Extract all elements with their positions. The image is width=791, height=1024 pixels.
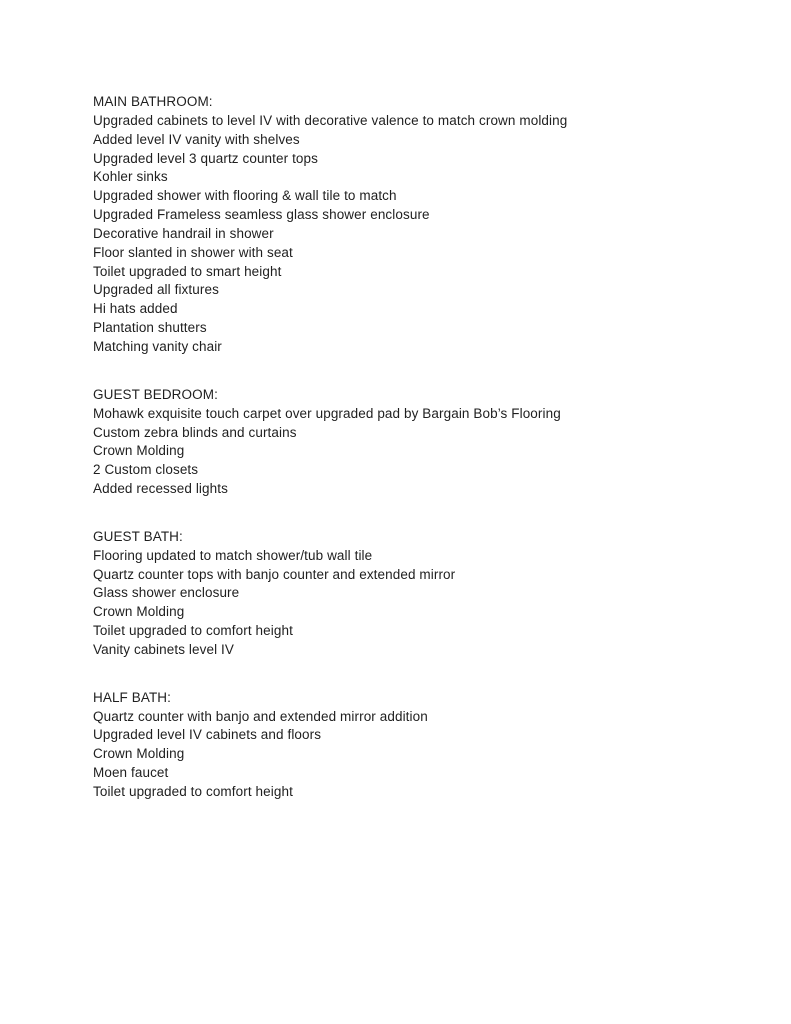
section-item: Upgraded level IV cabinets and floors <box>93 727 322 743</box>
section-item: Added level IV vanity with shelves <box>93 131 300 147</box>
section-item: Flooring updated to match shower/tub wall tile <box>93 547 373 563</box>
document-sections <box>93 93 696 802</box>
section-item: Toilet upgraded to comfort height <box>93 623 293 639</box>
document-section <box>93 386 696 499</box>
section-item: Quartz counter with banjo and extended mirror addition <box>93 708 428 724</box>
section-item: Glass shower enclosure <box>93 585 240 601</box>
section-heading: HALF BATH: <box>93 689 172 705</box>
document-section <box>93 689 696 802</box>
section-heading: GUEST BEDROOM: <box>93 386 218 402</box>
section-item: Matching vanity chair <box>93 338 222 354</box>
section-item: Toilet upgraded to comfort height <box>93 784 293 799</box>
section-item: Crown Molding <box>93 604 185 620</box>
document-section <box>93 528 696 660</box>
section-item: Quartz counter tops with banjo counter and extended mirror <box>93 566 456 582</box>
section-item: Upgraded Frameless seamless glass shower enclosure <box>93 207 430 223</box>
section-item: Upgraded cabinets to level IV with decorative valence to match crown molding <box>93 112 568 128</box>
document-section <box>93 93 696 357</box>
section-item: Upgraded all fixtures <box>93 282 219 298</box>
section-item: Crown Molding <box>93 443 185 459</box>
section-item: Hi hats added <box>93 301 178 317</box>
section-item: Plantation shutters <box>93 320 207 336</box>
section-item: 2 Custom closets <box>93 462 199 478</box>
section-item: Kohler sinks <box>93 169 168 185</box>
section-item: Floor slanted in shower with seat <box>93 244 293 260</box>
section-item: Custom zebra blinds and curtains <box>93 424 297 440</box>
section-item: Crown Molding <box>93 746 185 762</box>
section-item: Upgraded shower with flooring & wall tile to match <box>93 188 397 204</box>
section-item: Decorative handrail in shower <box>93 225 274 241</box>
section-heading: GUEST BATH: <box>93 528 183 544</box>
section-heading: MAIN BATHROOM: <box>93 94 213 109</box>
section-item: Toilet upgraded to smart height <box>93 263 282 279</box>
section-item: Vanity cabinets level IV <box>93 641 234 657</box>
section-item: Upgraded level 3 quartz counter tops <box>93 150 318 166</box>
section-item: Mohawk exquisite touch carpet over upgraded pad by Bargain Bob’s Flooring <box>93 405 561 421</box>
section-item: Moen faucet <box>93 765 169 781</box>
section-item: Added recessed lights <box>93 481 228 497</box>
